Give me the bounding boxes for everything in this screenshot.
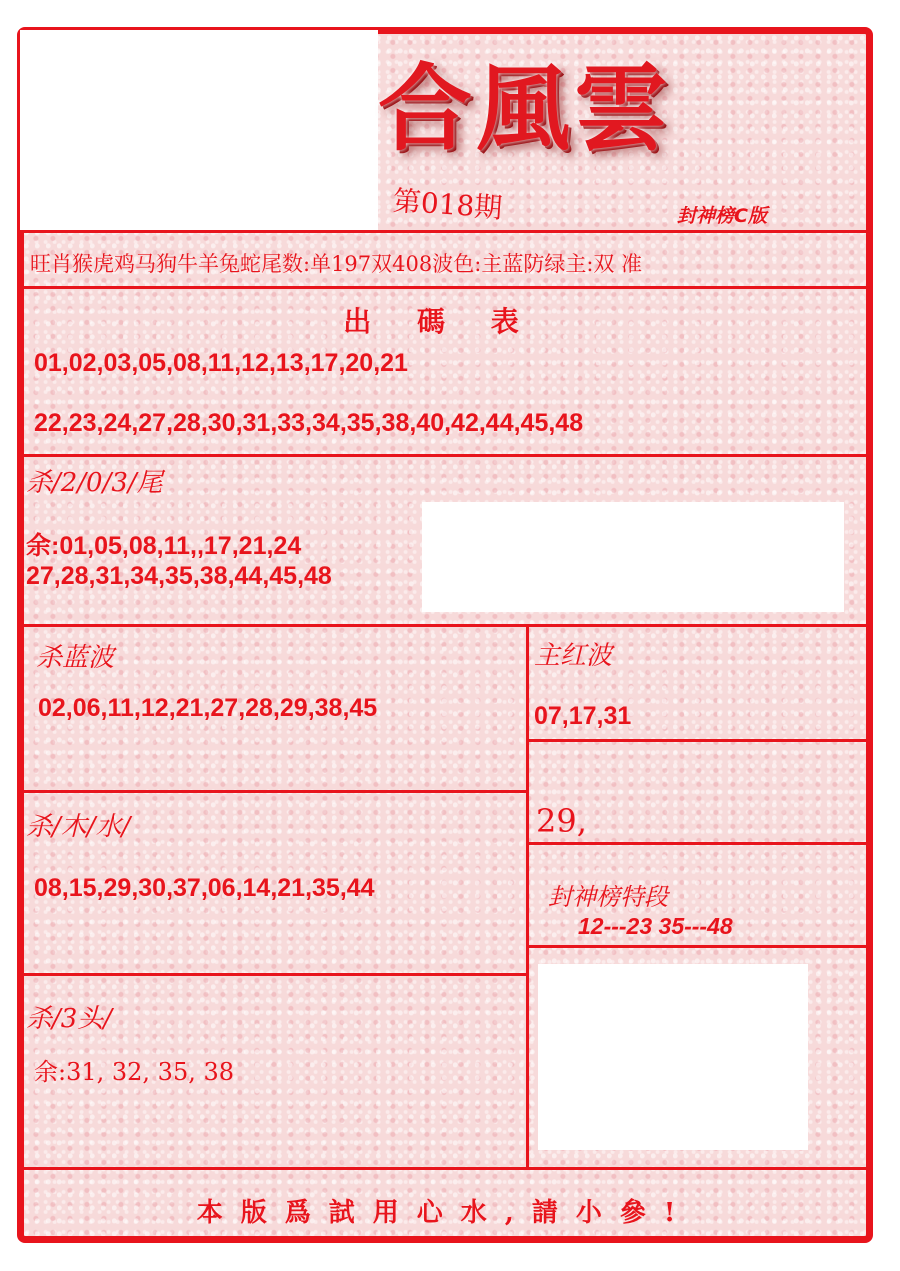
- divider-line: [20, 1167, 870, 1170]
- divider-line: [528, 842, 870, 845]
- kill-head-title: 杀/3头/: [26, 1004, 113, 1034]
- divider-line: [528, 945, 870, 948]
- divider-line: [20, 790, 528, 793]
- kill-tail-line: 27,28,31,34,35,38,44,45,48: [26, 562, 332, 590]
- divider-line: [20, 286, 870, 289]
- divider-line: [526, 624, 529, 1169]
- kill-blue-numbers: 02,06,11,12,21,27,28,29,38,45: [38, 694, 378, 722]
- kill-blue-title: 杀蓝波: [36, 643, 115, 673]
- blank-logo-area: [20, 30, 378, 230]
- divider-line: [20, 624, 870, 627]
- divider-line: [20, 973, 528, 976]
- blank-ad-area: [422, 502, 844, 612]
- single-pick: 29,: [536, 802, 587, 840]
- main-red-numbers: 07,17,31: [534, 702, 632, 730]
- divider-line: [20, 230, 870, 233]
- draw-table-row: 22,23,24,27,28,30,31,33,34,35,38,40,42,44,45,48: [34, 409, 584, 437]
- draw-table-title: 出 碼 表: [343, 305, 537, 338]
- blank-ad-area: [538, 964, 808, 1150]
- kill-wood-water-title: 杀/木/水/: [26, 812, 131, 842]
- special-segment-range: 12---23 35---48: [578, 913, 733, 939]
- footer-note: 本版爲試用心水,請小參!: [196, 1198, 694, 1228]
- masthead-title: 合風雲: [378, 54, 673, 164]
- edition-label: 封神榜C版: [677, 205, 767, 227]
- kill-head-numbers: 余:31, 32, 35, 38: [34, 1058, 235, 1086]
- divider-line: [20, 454, 870, 457]
- issue-number: 第018期: [391, 184, 504, 225]
- kill-tail-line: 余:01,05,08,11,,17,21,24: [26, 532, 302, 560]
- prediction-headline: 旺肖猴虎鸡马狗牛羊兔蛇尾数:单197双408波色:主蓝防绿主:双 准: [30, 252, 643, 276]
- divider-line: [528, 739, 870, 742]
- special-segment-title: 封神榜特段: [548, 883, 668, 911]
- draw-table-row: 01,02,03,05,08,11,12,13,17,20,21: [34, 349, 408, 377]
- kill-wood-water-numbers: 08,15,29,30,37,06,14,21,35,44: [34, 874, 375, 902]
- main-red-title: 主红波: [534, 641, 613, 671]
- kill-tail-title: 杀/2/0/3/尾: [26, 468, 163, 498]
